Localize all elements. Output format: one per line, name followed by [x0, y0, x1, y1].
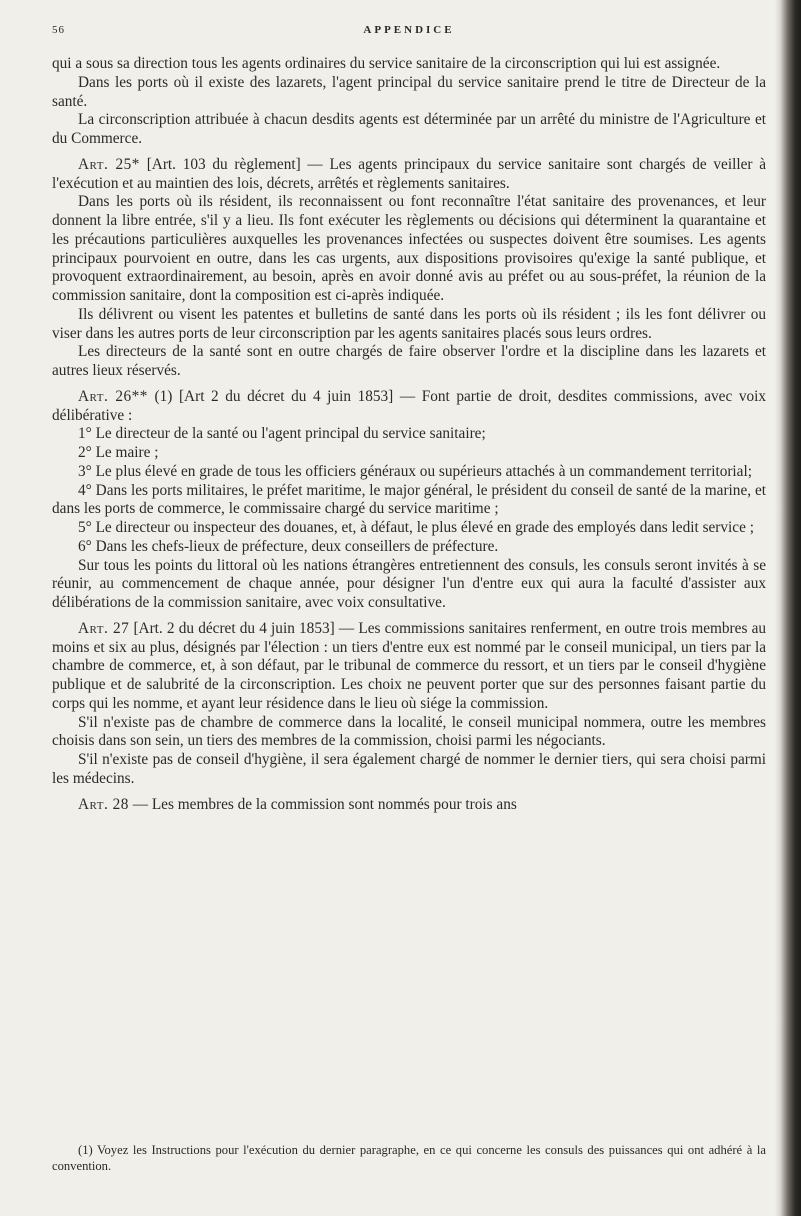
- paragraph: qui a sous sa direction tous les agents ordinaires du service sanitaire de la circonscription qui lui est assignée.: [52, 55, 721, 72]
- footnote: [52, 1142, 766, 1174]
- footnote-text: (1) Voyez les Instructions pour l'exécution du dernier paragraphe, en ce qui concerne les consuls des puissances qui ont adhéré à la convention.: [52, 1143, 766, 1173]
- article-paragraph: [52, 156, 766, 194]
- article-paragraph: [52, 388, 766, 426]
- paragraph: Dans les ports où ils résident, ils reconnaissent ou font reconnaître l'état sanitaire des provenances, et leur donnent la libre entrée, s'il y a lieu. Ils font exécuter les règlements ou décisions qui déterminent la quarantaine et les précautions particulières auxquelles les provenances infectées ou suspectes doivent être soumises. Les agents principaux pourvoient en outre, dans les cas urgents, aux dispositions provisoires qu'exige la santé publique, et provoquent extraordinairement, au besoin, après en avoir donné avis au préfet ou au sous-préfet, la réunion de la commission sanitaire, dont la composition est ci-après indiquée.: [52, 193, 766, 304]
- page-number: 56: [52, 24, 65, 36]
- body-text: [52, 55, 766, 814]
- paragraph: Les directeurs de la santé sont en outre chargés de faire observer l'ordre et la discipline dans les lazarets et autres lieux réservés.: [52, 343, 766, 379]
- list-item: 6° Dans les chefs-lieux de préfecture, deux conseillers de préfecture.: [78, 537, 499, 555]
- article-paragraph: [52, 796, 766, 815]
- running-head: APPENDICE: [363, 24, 455, 36]
- list-item: 5° Le directeur ou inspecteur des douanes, et, à défaut, le plus élevé en grade des employés dans ledit service ;: [78, 519, 754, 536]
- paragraph: La circonscription attribuée à chacun desdits agents est déterminée par un arrêté du ministre de l'Agriculture et du Commerce.: [52, 111, 766, 147]
- article-text: — Les membres de la commission sont nommés pour trois ans: [132, 795, 517, 813]
- paragraph: S'il n'existe pas de conseil d'hygiène, il sera également chargé de nommer le dernier tiers, qui sera choisi parmi les médecins.: [52, 751, 766, 787]
- list-item: 3° Le plus élevé en grade de tous les officiers généraux ou supérieurs attachés à un commandement territorial;: [78, 462, 752, 480]
- article-label: Art. 28: [78, 795, 129, 813]
- paragraph: Dans les ports où il existe des lazarets, l'agent principal du service sanitaire prend le titre de Directeur de la santé.: [52, 73, 766, 110]
- list-item: 2° Le maire ;: [78, 444, 159, 461]
- paragraph: Sur tous les points du littoral où les nations étrangères entretiennent des consuls, les consuls seront invités à se réunir, au commencement de chaque année, pour désigner l'un d'entre eux qui aura la faculté d'assister aux délibérations de la commission sanitaire, avec voix consultative.: [52, 556, 766, 611]
- article-label: Art. 27: [78, 619, 130, 637]
- paragraph: Ils délivrent ou visent les patentes et bulletins de santé dans les ports où ils résident ; ils les font délivrer ou viser dans les autres ports de leur circonscription par les agents sanitaires placés sous leurs ordres.: [52, 305, 766, 342]
- article-paragraph: [52, 620, 766, 714]
- article-label: Art. 26**: [78, 387, 148, 405]
- article-text: [Art. 2 du décret du 4 juin 1853] — Les commissions sanitaires renferment, en outre trois membres au moins et six au plus, désignés par l'élection : un tiers d'entre eux est nommé par le conseil municipal, un tiers par la chambre de commerce, et, à son défaut, par le tribunal de commerce du ressort, et un tiers par le conseil d'hygiène publique et de salubrité de la circonscription. Les choix ne peuvent porter que sur des personnes faisant partie du corps qui les nomme, et ayant leur résidence dans le lieu où siége la commission.: [52, 619, 767, 712]
- page-header: [52, 24, 766, 44]
- article-text: [Art. 103 du règlement] — Les agents principaux du service sanitaire sont chargés de veiller à l'exécution et au maintien des lois, décrets, arrêtés et règlements sanitaires.: [52, 155, 766, 192]
- article-label: Art. 25*: [78, 155, 140, 173]
- list-item: 4° Dans les ports militaires, le préfet maritime, le major général, le président du conseil de santé de la marine, et dans les ports de commerce, le commissaire chargé du service maritime ;: [52, 481, 766, 518]
- article-text: (1) [Art 2 du décret du 4 juin 1853] — Font partie de droit, desdites commissions, avec voix délibérative :: [52, 387, 767, 424]
- paragraph: S'il n'existe pas de chambre de commerce dans la localité, le conseil municipal nommera, outre les membres choisis dans son sein, un tiers des membres de la commission, choisi parmi les négociants.: [52, 713, 766, 750]
- list-item: 1° Le directeur de la santé ou l'agent principal du service sanitaire;: [78, 425, 486, 443]
- page-edge-shadow: [781, 0, 801, 1216]
